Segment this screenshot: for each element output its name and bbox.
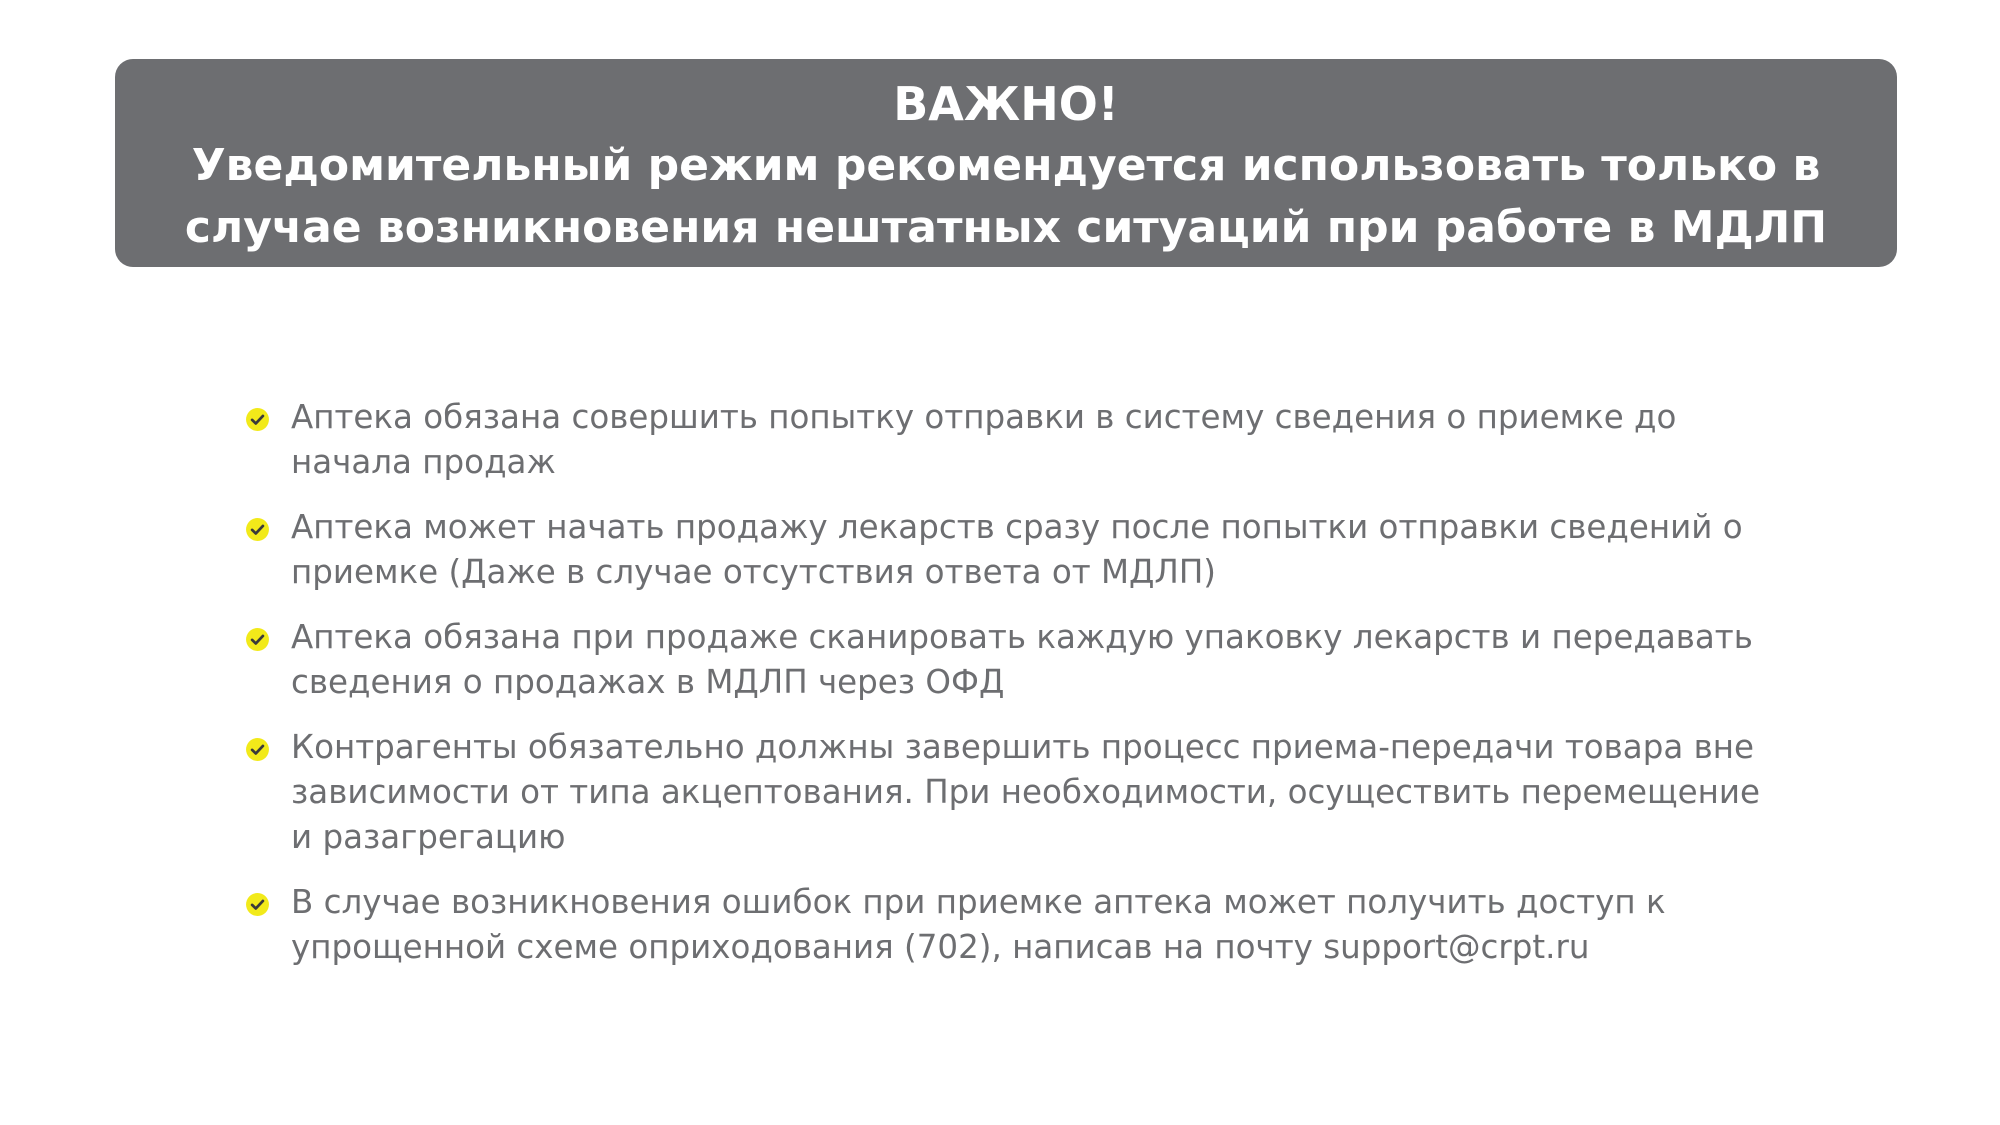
list-item [240, 615, 1800, 705]
list-item-text: Аптека обязана совершить попытку отправки в систему сведения о приемке до начала продаж [291, 398, 1677, 481]
list-item [240, 880, 1800, 970]
check-circle-icon [245, 892, 270, 917]
list-item [240, 505, 1800, 595]
check-circle-icon [245, 627, 270, 652]
check-circle-icon [245, 407, 270, 432]
banner-text-line-2: случае возникновения нештатных ситуаций при работе в МДЛП [184, 202, 1828, 253]
list-item-text: В случае возникновения ошибок при приемке аптека может получить доступ к упрощенной схеме оприходования (702), написав на почту support@crpt.ru [291, 883, 1666, 966]
list-item [240, 725, 1800, 860]
important-banner [115, 59, 1897, 267]
banner-text-line-1: Уведомительный режим рекомендуется использовать только в [191, 140, 1821, 191]
banner-title: ВАЖНО! [893, 77, 1119, 131]
requirements-list [240, 395, 1800, 990]
list-item-text: Аптека обязана при продаже сканировать каждую упаковку лекарств и передавать сведения о продажах в МДЛП через ОФД [291, 618, 1753, 701]
list-item [240, 395, 1800, 485]
check-circle-icon [245, 517, 270, 542]
list-item-text: Аптека может начать продажу лекарств сразу после попытки отправки сведений о приемке (Даже в случае отсутствия ответа от МДЛП) [291, 508, 1743, 591]
list-item-text: Контрагенты обязательно должны завершить процесс приема-передачи товара вне зависимости от типа акцептования. При необходимости, осуществить перемещение и разагрегацию [291, 728, 1761, 856]
check-circle-icon [245, 737, 270, 762]
